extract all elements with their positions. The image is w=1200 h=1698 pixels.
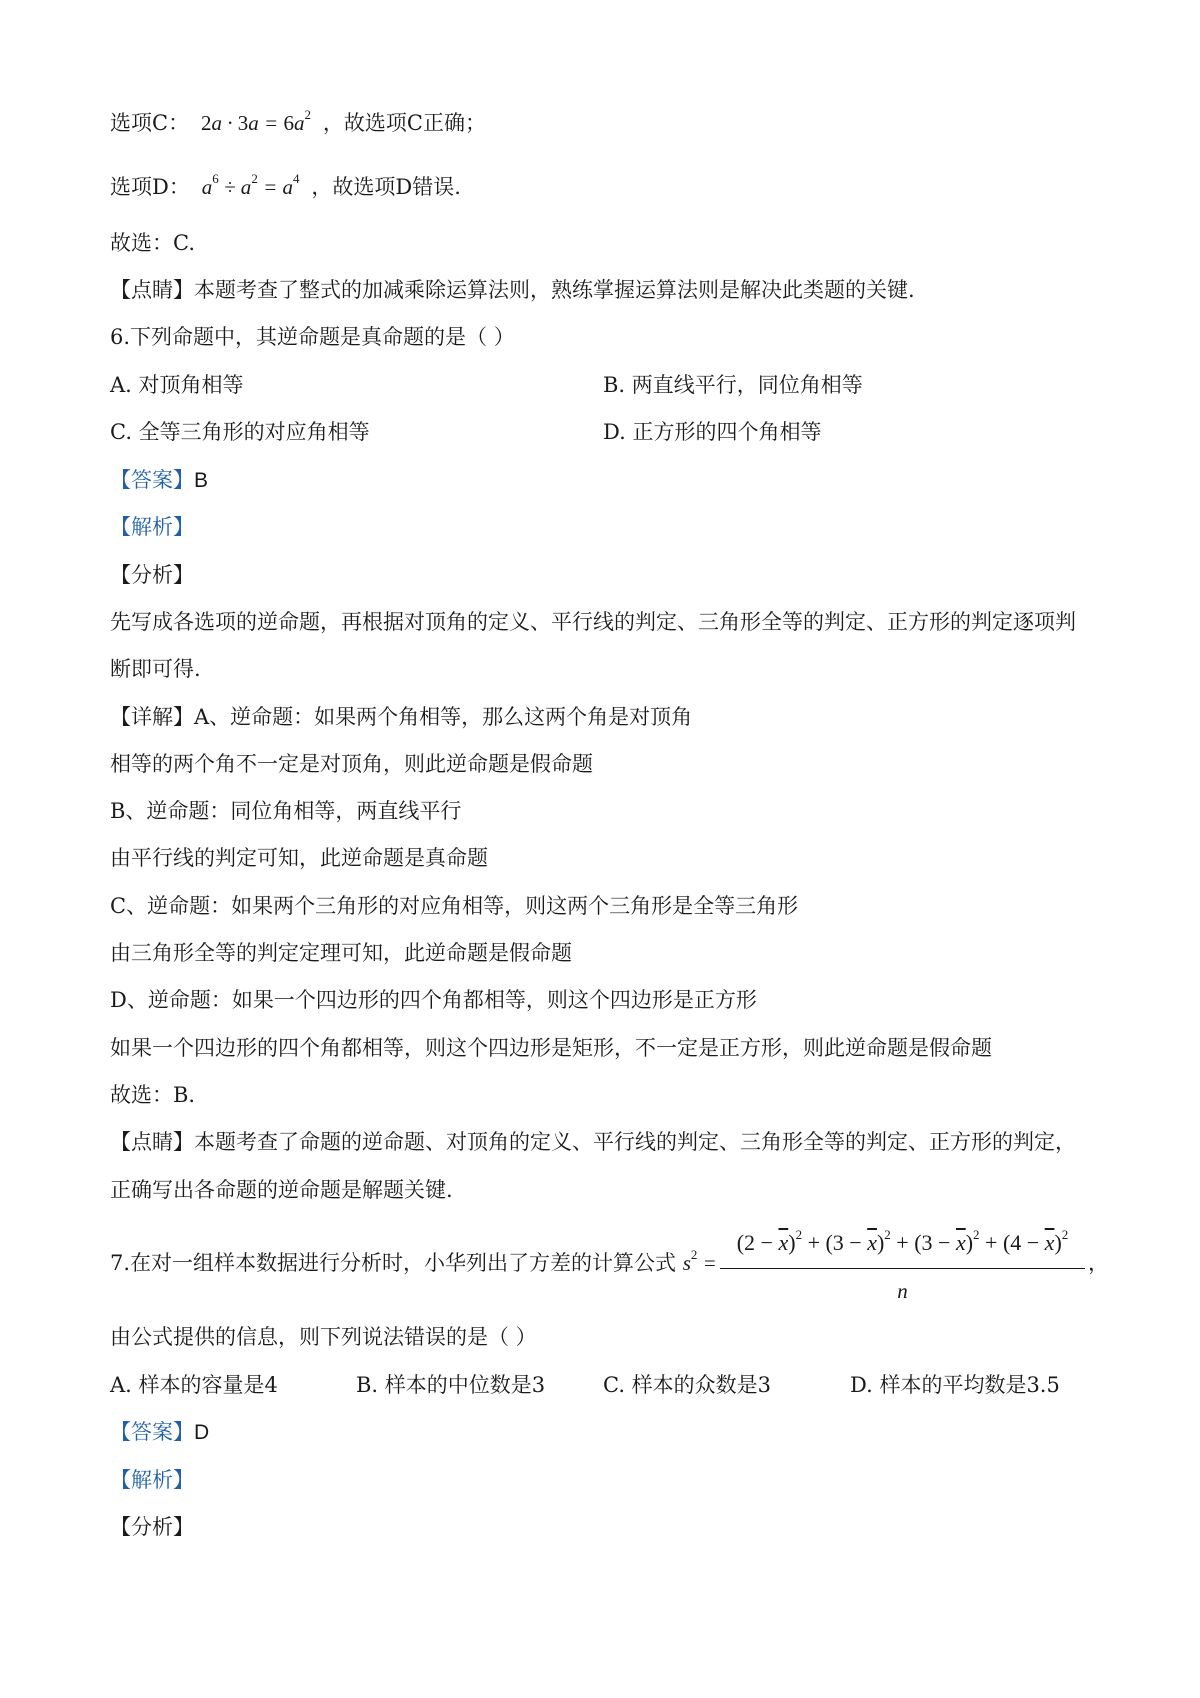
- fraction-bar: [720, 1268, 1085, 1269]
- q7-stem: [110, 1248, 717, 1278]
- q6-fenxi-heading: 【分析】: [110, 563, 194, 587]
- option-d-explanation: [110, 172, 461, 202]
- variance-denominator: n: [897, 1279, 908, 1303]
- q7-answer: [110, 1417, 209, 1448]
- variance-symbol: $s^2$ =: [682, 1247, 717, 1275]
- q6-review-1: 【点睛】本题考查了命题的逆命题、对顶角的定义、平行线的判定、三角形全等的判定、正方形的判定，: [110, 1130, 1076, 1154]
- q6-option-d: D. 正方形的四个角相等: [603, 420, 822, 444]
- option-c-explanation: [110, 108, 486, 138]
- q7-option-d: D. 样本的平均数是3.5: [850, 1373, 1060, 1397]
- option-d-label: 选项D：: [110, 175, 190, 199]
- q6-detail-2: 相等的两个角不一定是对顶角，则此逆命题是假命题: [110, 752, 593, 776]
- q7-option-b: B. 样本的中位数是3: [356, 1373, 546, 1397]
- q7-jiexi-heading: 【解析】: [110, 1468, 194, 1492]
- option-c-conclusion: ，故选项C正确；: [322, 111, 486, 135]
- q6-detail-7: D、逆命题：如果一个四边形的四个角都相等，则这个四边形是正方形: [110, 988, 757, 1012]
- answer-label: 【答案】: [110, 468, 194, 492]
- q6-review-2: 正确写出各命题的逆命题是解题关键.: [110, 1178, 453, 1202]
- q7-stem-line-2: 由公式提供的信息，则下列说法错误的是（ ）: [110, 1325, 537, 1349]
- option-d-formula: $a^6 \div a^2 = a^4$: [196, 171, 300, 199]
- q6-option-b: B. 两直线平行，同位角相等: [603, 373, 863, 397]
- q6-jiexi-heading: 【解析】: [110, 515, 194, 539]
- q6-detail-1: 【详解】A、逆命题：如果两个角相等，那么这两个角是对顶角: [110, 705, 693, 729]
- q7-option-c: C. 样本的众数是3: [603, 1373, 772, 1397]
- variance-numerator: $(2 - \overline{x})^2 + (3 - \overline{x})^2 + (3 - \overline{x})^2 + (4 - \overline{x})^2$: [736, 1227, 1069, 1255]
- q6-option-c: C. 全等三角形的对应角相等: [110, 420, 370, 444]
- q6-answer: [110, 465, 208, 496]
- answer-value: B: [194, 469, 209, 492]
- q7-comma: ，: [1088, 1251, 1109, 1275]
- q6-analysis-line-2: 断即可得.: [110, 657, 201, 681]
- q6-detail-8: 如果一个四边形的四个角都相等，则这个四边形是矩形，不一定是正方形，则此逆命题是假命题: [110, 1036, 992, 1060]
- q6-stem: 6.下列命题中，其逆命题是真命题的是（ ）: [110, 325, 515, 349]
- q6-detail-3: B、逆命题：同位角相等，两直线平行: [110, 799, 462, 823]
- q5-review: 【点睛】本题考查了整式的加减乘除运算法则，熟练掌握运算法则是解决此类题的关键.: [110, 278, 915, 302]
- q6-selection: 故选：B.: [110, 1083, 196, 1107]
- option-c-formula: $2a \cdot 3a = 6a^2$: [201, 107, 311, 135]
- option-c-label: 选项C：: [110, 111, 190, 135]
- option-d-conclusion: ，故选项D错误.: [311, 175, 461, 199]
- q6-analysis-line-1: 先写成各选项的逆命题，再根据对顶角的定义、平行线的判定、三角形全等的判定、正方形的判定逐项判: [110, 610, 1076, 634]
- q5-selection: 故选：C.: [110, 231, 195, 255]
- q6-option-a: A. 对顶角相等: [110, 373, 244, 397]
- answer-value: D: [194, 1421, 210, 1444]
- q7-option-a: A. 样本的容量是4: [110, 1373, 278, 1397]
- q7-stem-text: 7.在对一组样本数据进行分析时，小华列出了方差的计算公式: [110, 1251, 677, 1275]
- q6-detail-6: 由三角形全等的判定定理可知，此逆命题是假命题: [110, 941, 572, 965]
- q6-detail-5: C、逆命题：如果两个三角形的对应角相等，则这两个三角形是全等三角形: [110, 894, 799, 918]
- answer-label: 【答案】: [110, 1420, 194, 1444]
- q7-fenxi-heading: 【分析】: [110, 1515, 194, 1539]
- q6-detail-4: 由平行线的判定可知，此逆命题是真命题: [110, 846, 488, 870]
